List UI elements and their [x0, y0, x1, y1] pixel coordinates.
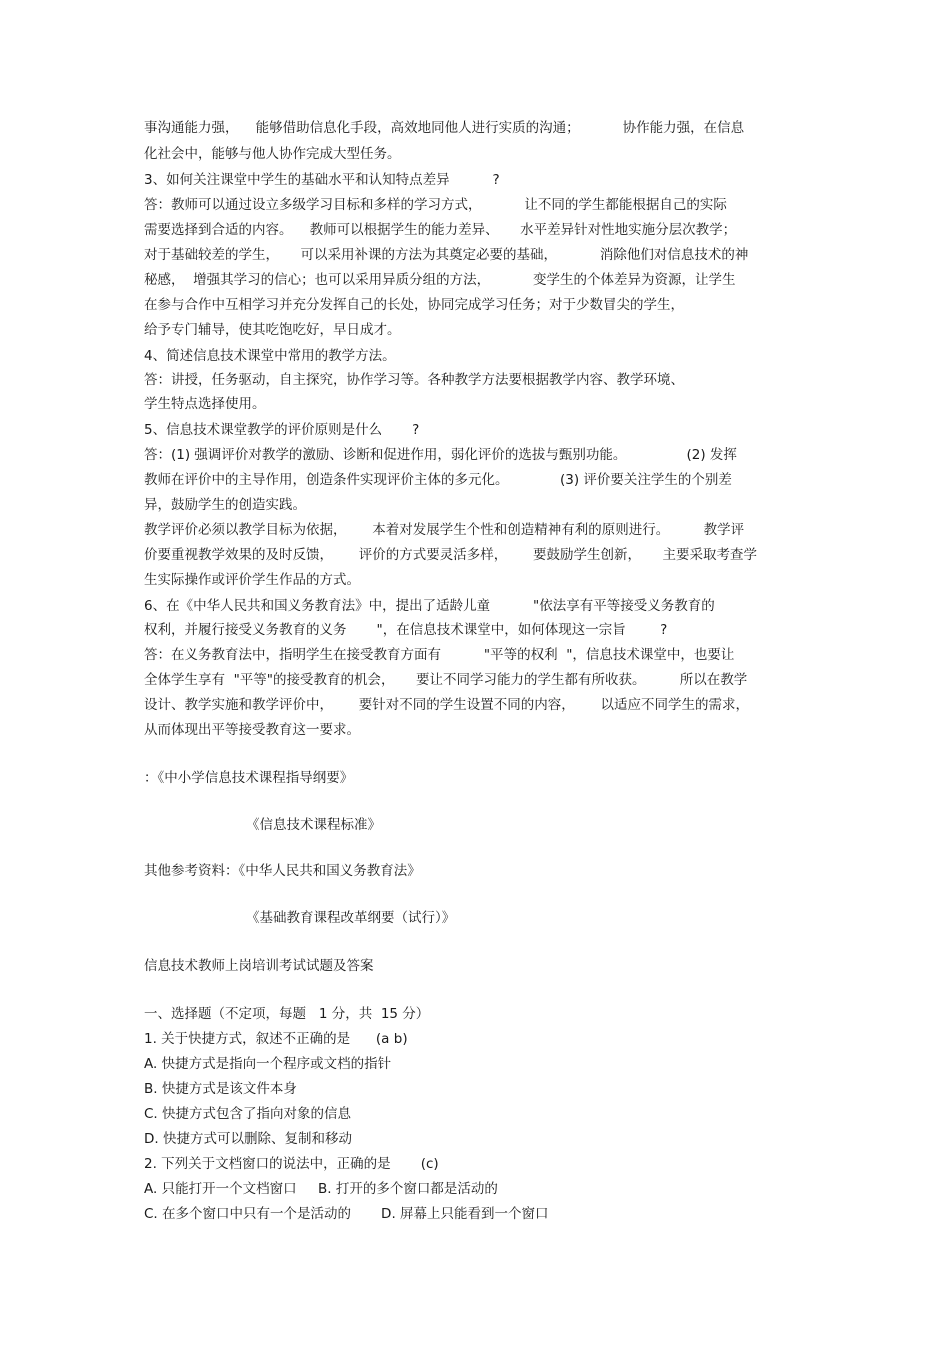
- question-item: 2. 下列关于文档窗口的说法中，正确的是 (c): [144, 1156, 439, 1172]
- text-line: 事沟通能力强， 能够借助信息化手段，高效地同他人进行实质的沟通； 协作能力强，在信息: [144, 120, 745, 136]
- text-line: 权利，并履行接受义务教育的义务 "，在信息技术课堂中，如何体现这一宗旨 ?: [144, 622, 668, 638]
- text-line: 答：教师可以通过设立多级学习目标和多样的学习方式， 让不同的学生都能根据自己的实际: [144, 197, 727, 213]
- text-line: 答：在义务教育法中，指明学生在接受教育方面有 "平等的权利 "，信息技术课堂中，也要让: [144, 647, 735, 663]
- text-line: 在参与合作中互相学习并充分发挥自己的长处，协同完成学习任务；对于少数冒尖的学生，: [144, 297, 684, 313]
- text-line: 从而体现出平等接受教育这一要求。: [144, 722, 360, 738]
- section-title: 信息技术教师上岗培训考试试题及答案: [144, 958, 374, 974]
- reference-line: ：《中小学信息技术课程指导纲要》: [144, 770, 354, 786]
- reference-line: 其他参考资料：《中华人民共和国义务教育法》: [144, 863, 421, 879]
- option-item: D. 快捷方式可以删除、复制和移动: [144, 1131, 352, 1147]
- text-line: 给予专门辅导，使其吃饱吃好，早日成才。: [144, 322, 401, 338]
- text-line: 答：讲授，任务驱动，自主探究，协作学习等。各种教学方法要根据教学内容、教学环境、: [144, 372, 684, 388]
- question-heading: 4、简述信息技术课堂中常用的教学方法。: [144, 348, 396, 364]
- text-line: 价要重视教学效果的及时反馈， 评价的方式要灵活多样， 要鼓励学生创新， 主要采取考查学: [144, 547, 757, 563]
- text-line: 教师在评价中的主导作用，创造条件实现评价主体的多元化。 (3) 评价要关注学生的个别差: [144, 472, 732, 488]
- section-heading: 一、选择题（不定项，每题 1 分，共 15 分）: [144, 1006, 430, 1022]
- option-item: C. 快捷方式包含了指向对象的信息: [144, 1106, 352, 1122]
- text-line: 生实际操作或评价学生作品的方式。: [144, 572, 360, 588]
- text-line: 秘感， 增强其学习的信心；也可以采用异质分组的方法， 变学生的个体差异为资源，让学生: [144, 272, 736, 288]
- text-line: 对于基础较差的学生， 可以采用补课的方法为其奠定必要的基础， 消除他们对信息技术的神: [144, 247, 749, 263]
- question-heading: 5、信息技术课堂教学的评价原则是什么 ?: [144, 422, 420, 438]
- text-line: 答：(1) 强调评价对教学的激励、诊断和促进作用，弱化评价的选拔与甄别功能。 (2) 发挥: [144, 447, 737, 463]
- question-heading: 6、在《中华人民共和国义务教育法》中，提出了适龄儿童 "依法享有平等接受义务教育的: [144, 598, 715, 614]
- text-line: 教学评价必须以教学目标为依据， 本着对发展学生个性和创造精神有利的原则进行。 教学评: [144, 522, 745, 538]
- option-item: C. 在多个窗口中只有一个是活动的 D. 屏幕上只能看到一个窗口: [144, 1206, 549, 1222]
- option-item: A. 只能打开一个文档窗口 B. 打开的多个窗口都是活动的: [144, 1181, 498, 1197]
- text-line: 学生特点选择使用。: [144, 396, 266, 412]
- text-line: 需要选择到合适的内容。 教师可以根据学生的能力差异、 水平差异针对性地实施分层次教学；: [144, 222, 737, 238]
- text-line: 异，鼓励学生的创造实践。: [144, 497, 306, 513]
- reference-line: 《信息技术课程标准》: [246, 817, 381, 833]
- option-item: B. 快捷方式是该文件本身: [144, 1081, 297, 1097]
- text-line: 化社会中，能够与他人协作完成大型任务。: [144, 146, 401, 162]
- reference-line: 《基础教育课程改革纲要（试行）》: [246, 910, 456, 926]
- text-line: 设计、教学实施和教学评价中， 要针对不同的学生设置不同的内容， 以适应不同学生的需求，: [144, 697, 749, 713]
- question-item: 1. 关于快捷方式，叙述不正确的是 (a b): [144, 1031, 408, 1047]
- text-line: 全体学生享有 "平等"的接受教育的机会， 要让不同学习能力的学生都有所收获。 所以在教学: [144, 672, 748, 688]
- option-item: A. 快捷方式是指向一个程序或文档的指针: [144, 1056, 392, 1072]
- question-heading: 3、如何关注课堂中学生的基础水平和认知特点差异 ?: [144, 172, 500, 188]
